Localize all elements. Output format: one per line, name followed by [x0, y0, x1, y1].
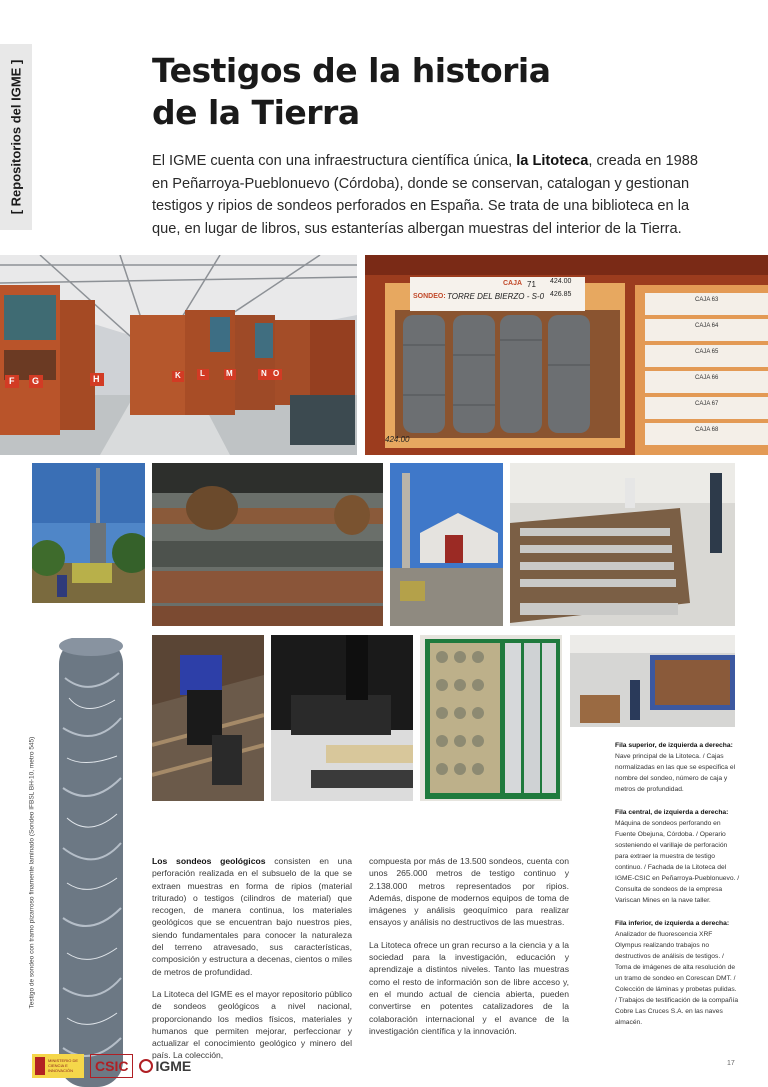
- shelf-letter: G: [32, 376, 40, 386]
- body-text: consisten en una perforación realizada en el subsuelo de la que se extraen muestras en forma de ripios (material triturado) o testigos (cilindros de material) que recogen, de manera continua, los materiales geológicos que se encuentran bajo nuestros pies, siendo fundamentales para conocer la naturaleza del terreno atravesado, sus características, composición y estructura a decenas, cientos o miles de metros de profundidad.: [152, 856, 352, 977]
- shelf-letter: L: [200, 369, 205, 378]
- title-line-2: de la Tierra: [152, 93, 360, 132]
- csic-logo: CSIC: [90, 1054, 133, 1078]
- core-sample-image: [55, 638, 145, 1087]
- caption-text-middle: Máquina de sondeos perforando en Fuente Obejuna, Córdoba. / Operario sosteniendo el varillaje de perforación para extraer la muestra de testigo continuo. / Fachada de la Litoteca del IGME-CSIC en Peñarroya-Pueblonuevo. / Consulta de sondeos de la empresa Variscan Mines en la nave taller.: [615, 820, 740, 904]
- photo-warehouse: [0, 255, 357, 455]
- ministerio-logo: [32, 1054, 84, 1078]
- photo-corescan: [271, 635, 413, 801]
- photo-drill-rods-image: [152, 463, 383, 626]
- igme-logo: [139, 1058, 191, 1074]
- shelf-letter: H: [93, 374, 100, 384]
- body-paragraph: La Litoteca del IGME es el mayor repositorio público de sondeos geológicos a nivel nacional, proporcionando los medios físicos, materiales y humanos que permiten mejorar, perfeccionar y actualizar el conocimiento geológico y minero del país. La colección,: [152, 988, 352, 1061]
- stacked-box-label: CAJA 65: [695, 349, 719, 355]
- page-title: [152, 50, 712, 134]
- photo-xrf-analyzer: [152, 635, 264, 801]
- box-caja-value: 71: [527, 280, 536, 289]
- shelf-letter: O: [273, 369, 280, 378]
- photo-litoteca-facade: [390, 463, 503, 626]
- intro-part-2: , creada en 1988 en Peñarroya-Pueblonuevo (Córdoba), donde se conservan, catalogan y gestionan testigos y ripios de sondeos perforados en España. Se trata de una biblioteca en la que, en lugar de libros, sus estanterías albergan muestras del interior de la Tierra.: [152, 153, 698, 237]
- body-column-1: [152, 855, 352, 1072]
- box-bottom-depth: 424.00: [385, 435, 410, 444]
- shelf-letter: M: [226, 369, 233, 378]
- body-paragraph: [152, 855, 352, 978]
- body-paragraph: compuesta por más de 13.500 sondeos, cuenta con unos 265.000 metros de testigo continuo y 2.138.000 metros representados por ripios. Además, dispone de modernos equipos de toma de imágenes y análisis geoquímico para realizar ensayos y análisis no destructivos de las muestras.: [369, 856, 569, 928]
- photo-storage-testing: [570, 635, 735, 727]
- box-depth-top: 424.00: [550, 278, 572, 285]
- photo-thin-sections: [420, 635, 562, 801]
- photo-captions: [615, 740, 740, 1040]
- shelf-letter: F: [9, 376, 15, 386]
- body-bold-term: Los sondeos geológicos: [152, 856, 266, 866]
- photo-drilling-rig-image: [32, 463, 145, 603]
- stacked-box-label: CAJA 63: [695, 297, 719, 303]
- ministerio-logo-text: MINISTERIO DE CIENCIA E INNOVACIÓN: [48, 1058, 79, 1073]
- intro-part-1: El IGME cuenta con una infraestructura científica única,: [152, 153, 517, 169]
- shelf-letter: N: [261, 369, 267, 378]
- photo-litoteca-facade-image: [390, 463, 503, 626]
- title-line-1: Testigos de la historia: [152, 51, 551, 90]
- stacked-box-label: CAJA 64: [695, 323, 719, 329]
- stacked-box-label: CAJA 66: [695, 375, 719, 381]
- photo-thin-sections-image: [420, 635, 562, 801]
- section-tab-label: [ Repositorios del IGME ]: [8, 59, 24, 215]
- photo-core-boxes-image: [365, 255, 768, 455]
- body-column-2: [369, 855, 569, 1047]
- caption-heading-middle: Fila central, de izquierda a derecha:: [615, 809, 729, 816]
- photo-core-boxes: [365, 255, 768, 455]
- box-caja-label: CAJA: [503, 280, 523, 287]
- page-number: 17: [727, 1060, 735, 1067]
- caption-text-bottom: Analizador de fluorescencia XRF Olympus realizando trabajos no destructivos de análisis de testigos. / Toma de imágenes de alta resolución de un tramo de sondeo en Corescan DMT. / Colección de láminas y probetas pulidas. / Trabajos de testificación de la compañía Cobre Las Cruces S.A. en las naves almacén.: [615, 931, 739, 1026]
- shelf-letter: K: [175, 371, 181, 380]
- caption-heading-bottom: Fila inferior, de izquierda a derecha:: [615, 920, 730, 927]
- photo-drill-rods: [152, 463, 383, 626]
- photo-drilling-rig: [32, 463, 145, 603]
- box-sondeo-value: TORRE DEL BIERZO - S-0: [447, 292, 545, 301]
- stacked-box-label: CAJA 68: [695, 427, 719, 433]
- photo-workshop-consult: [510, 463, 735, 626]
- igme-logo-text: IGME: [155, 1058, 192, 1074]
- caption-text-top: Nave principal de la Litoteca. / Cajas normalizadas en las que se especifica el nombre del sondeo, número de caja y metros de profundidad.: [615, 753, 736, 793]
- photo-warehouse-image: [0, 255, 357, 455]
- photo-xrf-analyzer-image: [152, 635, 264, 801]
- box-sondeo-label: SONDEO:: [413, 293, 446, 300]
- photo-workshop-consult-image: [510, 463, 735, 626]
- intro-paragraph: [152, 150, 712, 240]
- igme-logo-icon: [139, 1059, 153, 1073]
- caption-heading-top: Fila superior, de izquierda a derecha:: [615, 742, 733, 749]
- core-sample-photo: [55, 638, 145, 1087]
- photo-storage-testing-image: [570, 635, 735, 727]
- footer-logos: [32, 1053, 191, 1079]
- section-tab: [0, 44, 32, 230]
- photo-corescan-image: [271, 635, 413, 801]
- intro-bold: la Litoteca: [516, 153, 589, 169]
- box-depth-bottom: 426.85: [550, 291, 572, 298]
- stacked-box-label: CAJA 67: [695, 401, 719, 407]
- core-sample-caption: Testigo de sondeo con tramo pizarroso finamente laminado (Sondeo IFBSL BH-10, metro 545): [28, 736, 36, 1009]
- body-paragraph: La Litoteca ofrece un gran recurso a la ciencia y a la sociedad para la investigación, educación y aprendizaje a distintos niveles. Tanto las muestras como el resto de información son de libre acceso y, en el mundo actual de ciencia abierta, pueden convertirse en potentes catalizadores de la colaboración internacional y el avance de la investigación científica y la innovación.: [369, 939, 569, 1036]
